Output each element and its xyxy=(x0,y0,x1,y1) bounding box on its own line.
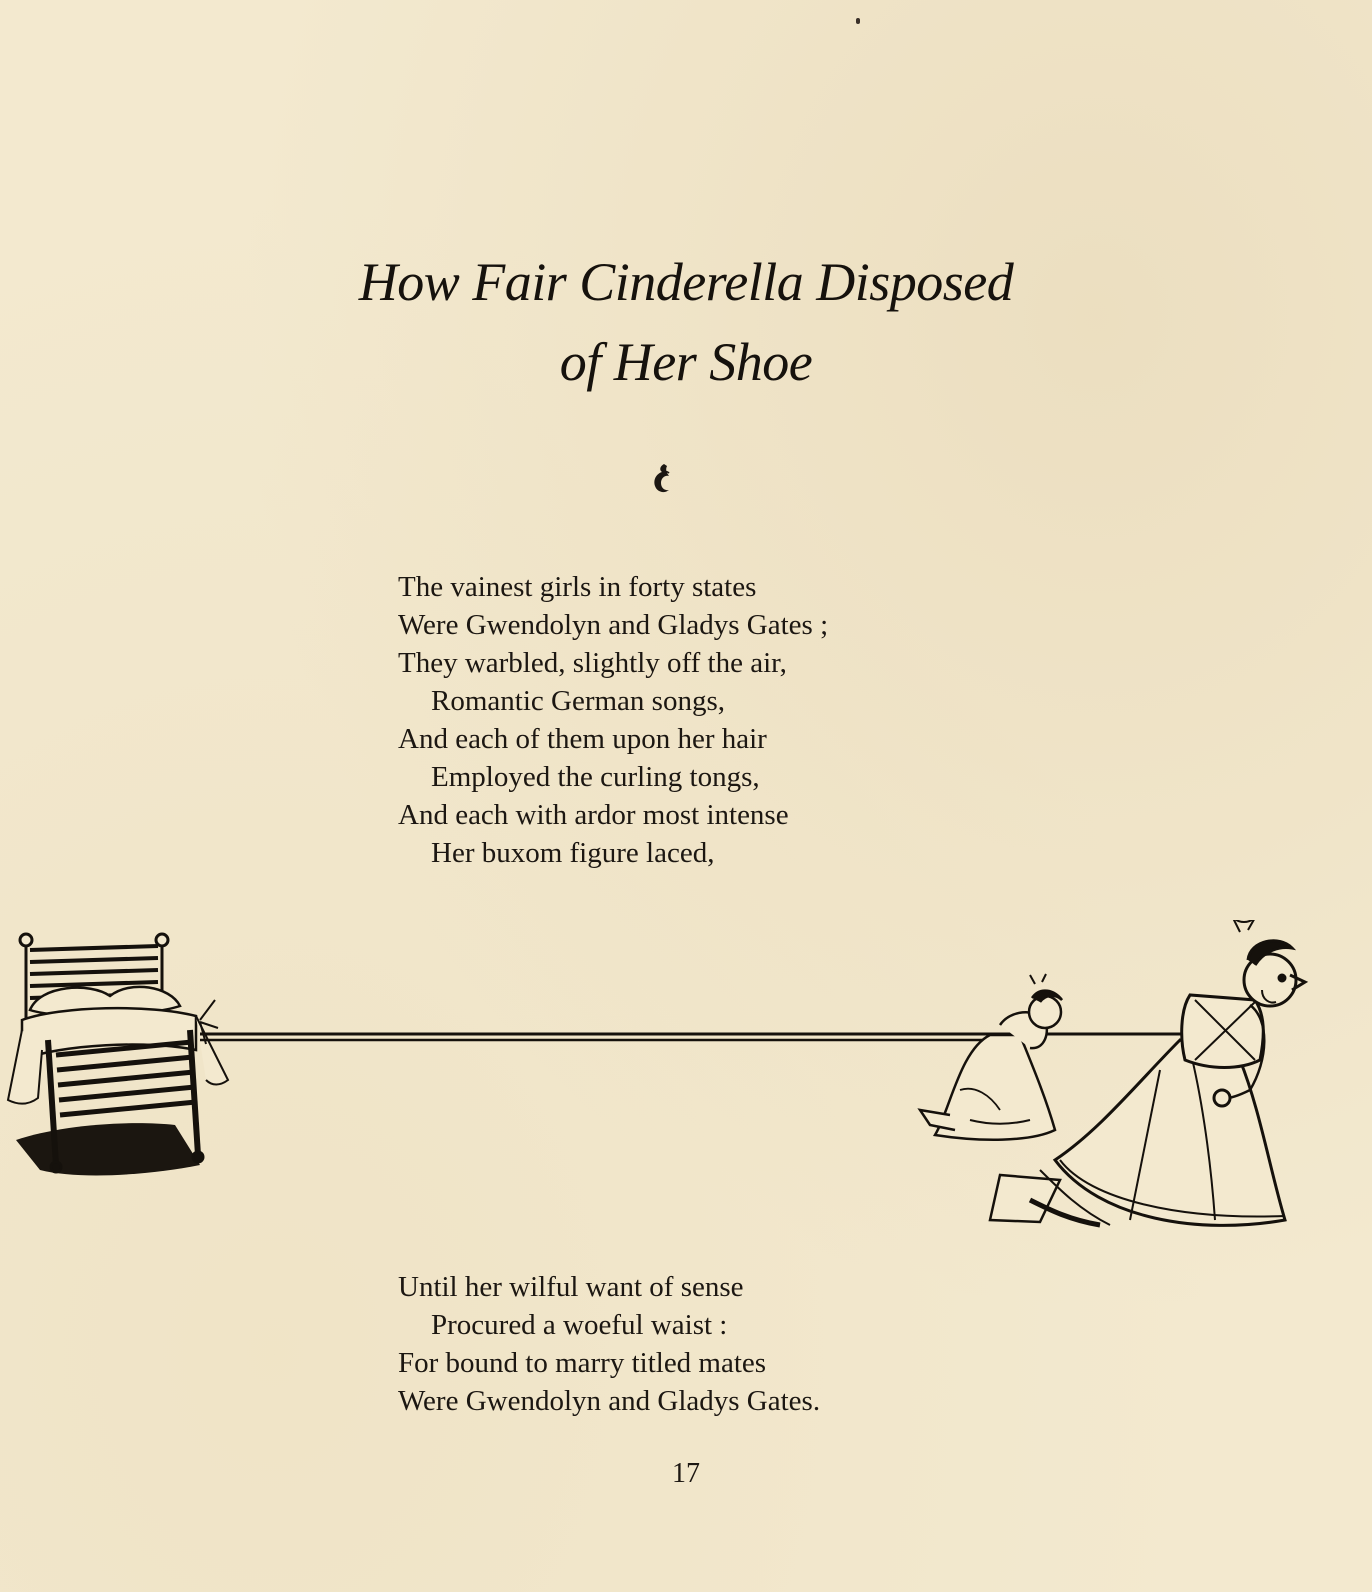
verse-line: And each of them upon her hair xyxy=(398,723,767,755)
illustration-bed-and-laced-girls xyxy=(0,920,1372,1250)
verse-line: Were Gwendolyn and Gladys Gates. xyxy=(398,1385,821,1417)
verse-line: Until her wilful want of sense xyxy=(398,1271,744,1303)
stanza-2 xyxy=(398,1268,820,1420)
verse-line: Procured a woeful waist : xyxy=(431,1309,728,1341)
verse-line: Her buxom figure laced, xyxy=(431,837,715,869)
verse-line: The vainest girls in forty states xyxy=(398,571,757,603)
ink-speck xyxy=(856,18,860,24)
poem-title-line-1: How Fair Cinderella Disposed xyxy=(358,252,1014,312)
small-girl-drawing xyxy=(920,974,1062,1140)
bed-drawing xyxy=(8,934,228,1175)
leaf-ornament-icon xyxy=(650,462,674,496)
verse-line: They warbled, slightly off the air, xyxy=(398,647,787,679)
verse-line: Employed the curling tongs, xyxy=(431,761,760,793)
page-number: 17 xyxy=(672,1458,700,1489)
poem-title-line-2: of Her Shoe xyxy=(559,332,813,392)
verse-line: Romantic German songs, xyxy=(431,685,725,717)
verse-line: For bound to marry titled mates xyxy=(398,1347,767,1379)
stanza-1 xyxy=(398,568,828,872)
large-woman-drawing xyxy=(990,920,1305,1225)
verse-line: Were Gwendolyn and Gladys Gates ; xyxy=(398,609,829,641)
verse-line: And each with ardor most intense xyxy=(398,799,789,831)
